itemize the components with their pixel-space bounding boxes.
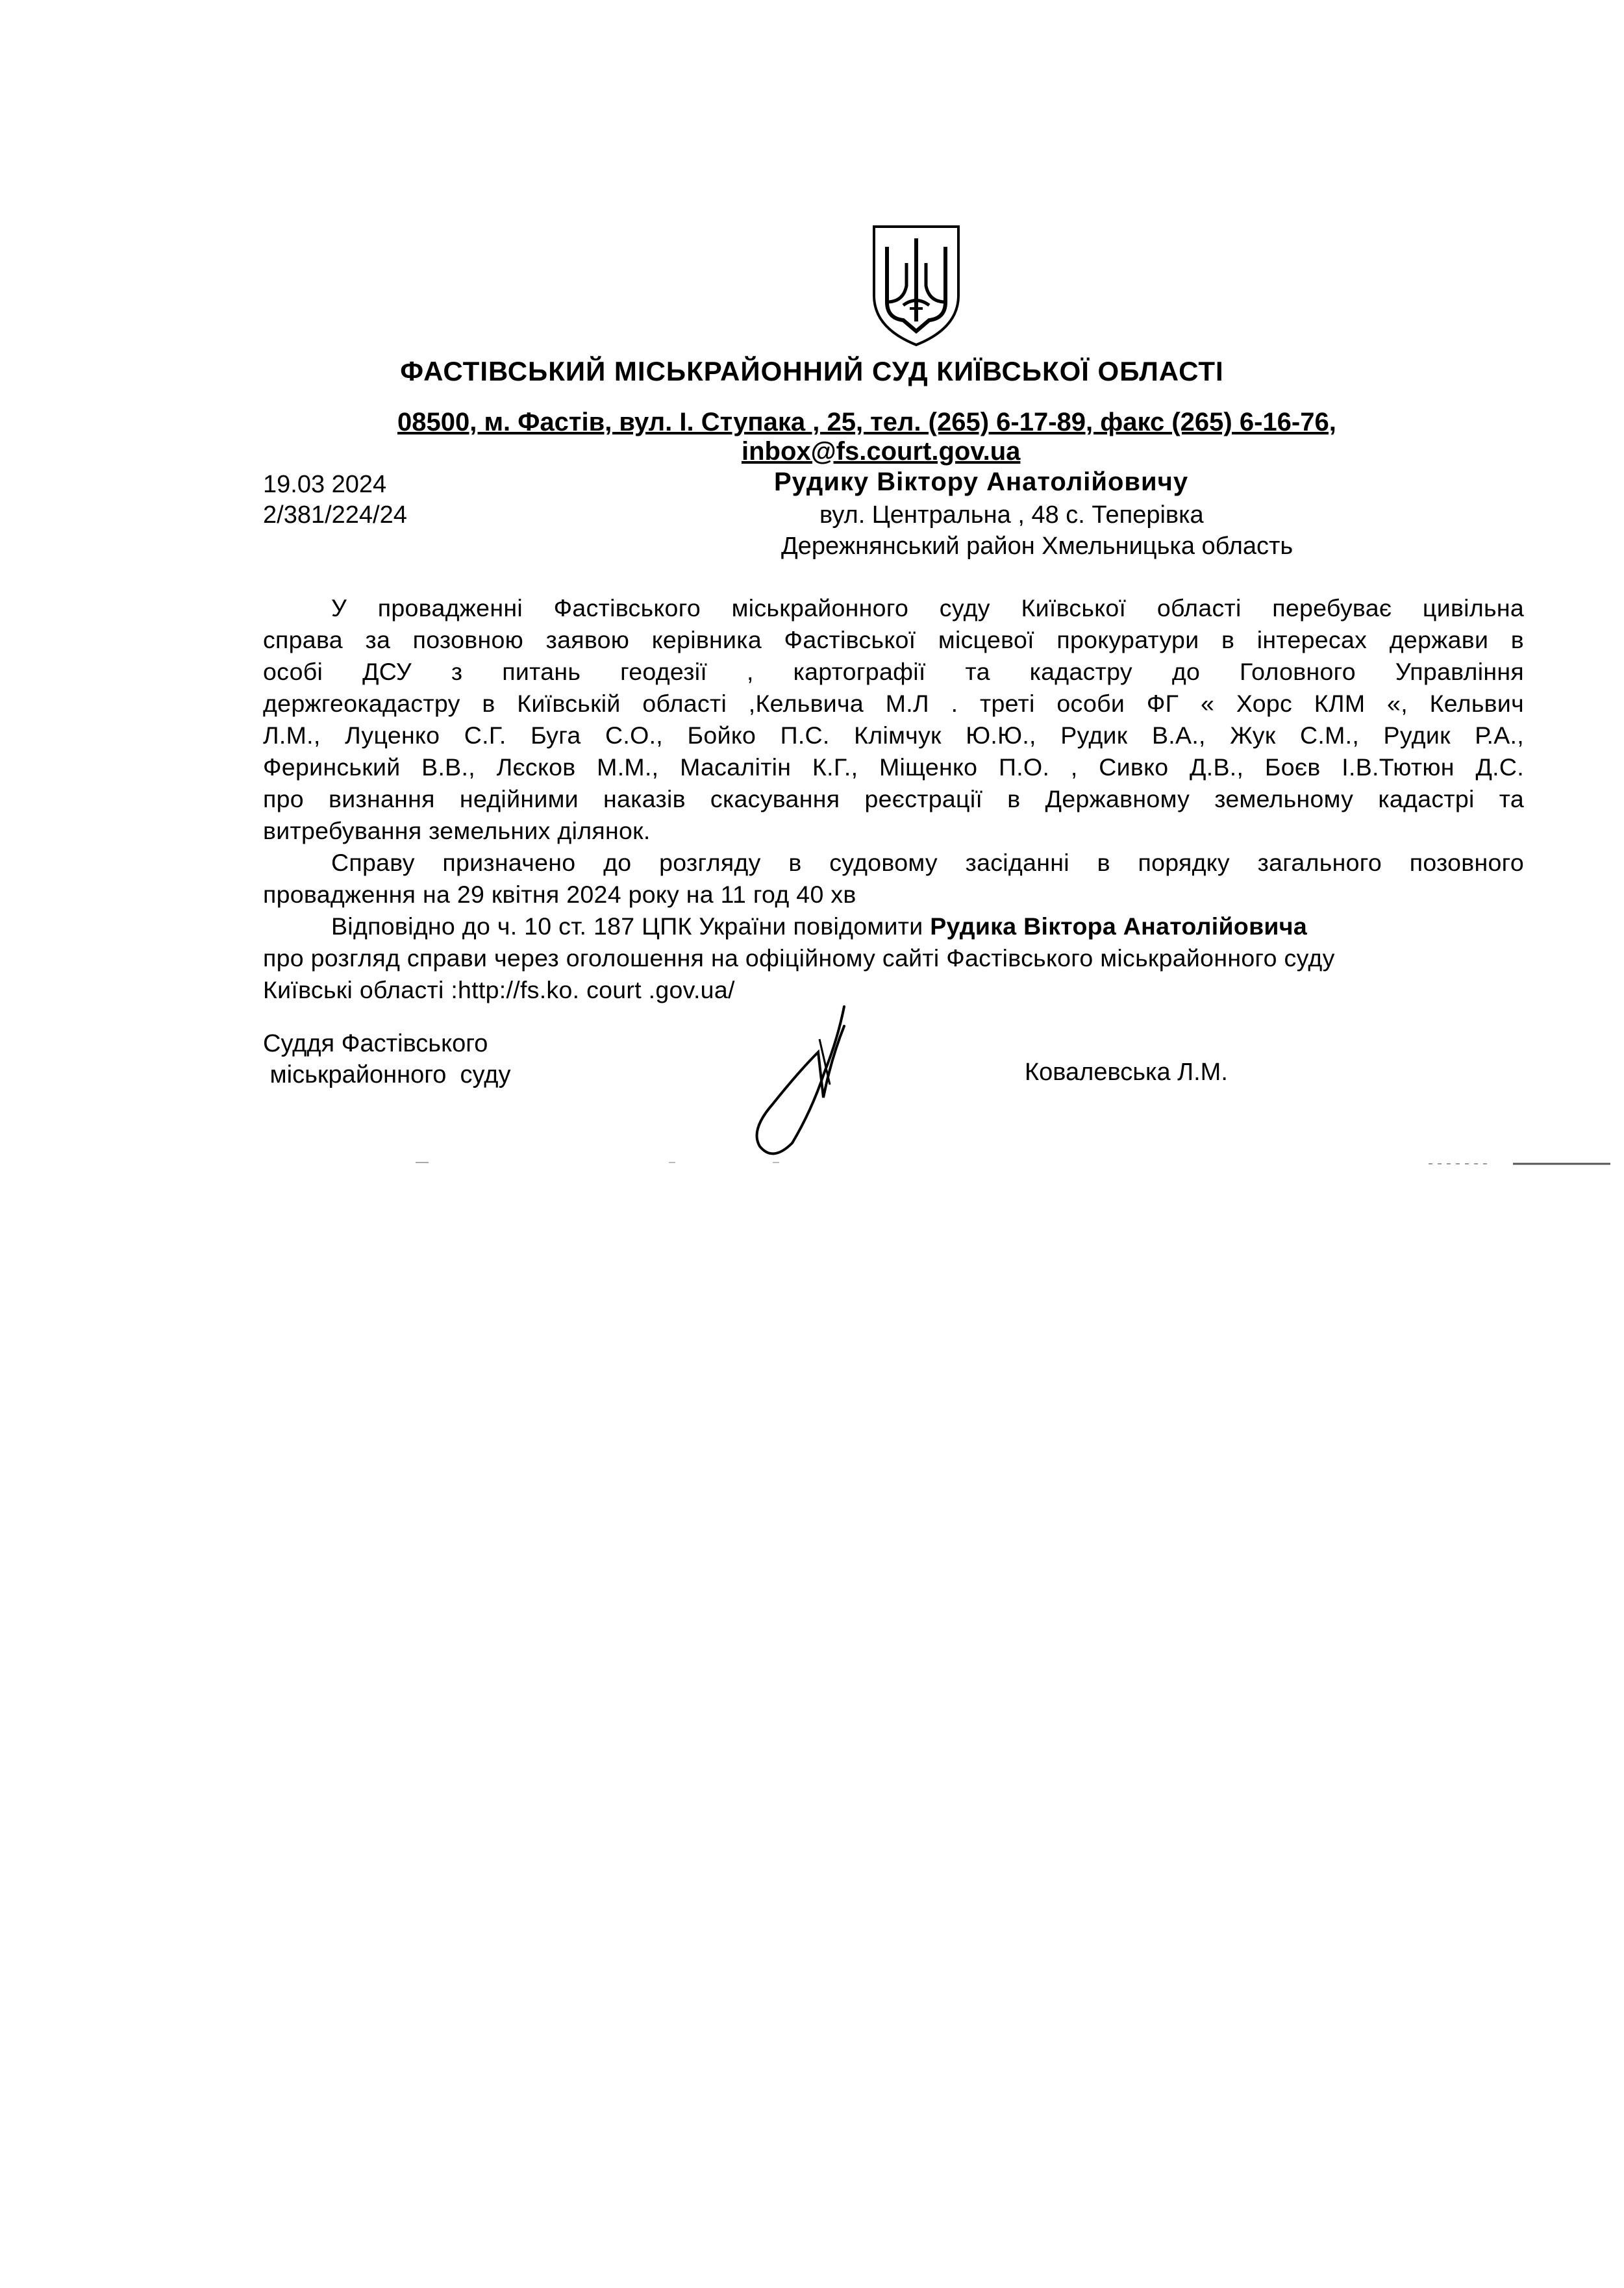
notified-person: Рудика Віктора Анатолійовича <box>930 912 1308 940</box>
court-name: ФАСТІВСЬКИЙ МІСЬКРАЙОННИЙ СУД КИЇВСЬКОЇ ОБЛАСТІ <box>400 356 1224 386</box>
body-line: про розгляд справи через оголошення на офіційному сайті Фастівського міськрайонного суду <box>263 944 1335 972</box>
body-line: держгеокадастру в Київській області ,Кельвича М.Л . треті особи ФГ « Хорс КЛМ «, Кельвич <box>263 690 1524 717</box>
document-date: 19.03 2024 <box>263 471 387 498</box>
body-line: провадження на 29 квітня 2024 року на 11 год 40 хв <box>263 881 856 908</box>
body-line: про визнання недійними наказів скасування реєстрації в Державному земельному кадастрі та <box>263 785 1524 812</box>
coat-of-arms-icon <box>868 224 965 347</box>
body-line: особі ДСУ з питань геодезії , картографії та кадастру до Головного Управління <box>263 658 1524 685</box>
handwritten-signature <box>747 1000 864 1163</box>
body-line: Справу призначено до розгляду в судовому засіданні в порядку загального позовного <box>331 849 1524 876</box>
scan-artifact-line <box>0 1156 1624 1169</box>
body-line: Київські області :http://fs.ko. court .gov.ua/ <box>263 976 735 1003</box>
judge-position-line: міськрайонного суду <box>263 1061 511 1088</box>
judge-position-line: Суддя Фастівського <box>263 1030 488 1057</box>
court-address: 08500, м. Фастів, вул. І. Ступака , 25, тел. (265) 6-17-89, факс (265) 6-16-76, <box>397 408 1336 436</box>
recipient-region: Дережнянський район Хмельницька область <box>781 533 1293 560</box>
document-number: 2/381/224/24 <box>263 501 407 529</box>
body-line: У провадженні Фастівського міськрайонного суду Київської області перебуває цивільна <box>331 594 1524 622</box>
court-email: inbox@fs.court.gov.ua <box>742 437 1021 466</box>
body-line: витребування земельних ділянок. <box>263 817 651 844</box>
body-line <box>263 911 1524 942</box>
body-line: справа за позовною заявою керівника Фастівської місцевої прокуратури в інтересах держави в <box>263 626 1524 653</box>
notice-prefix: Відповідно до ч. 10 ст. 187 ЦПК України повідомити <box>331 912 931 940</box>
judge-name: Ковалевська Л.М. <box>1025 1059 1228 1086</box>
body-line: Л.М., Луценко С.Г. Буга С.О., Бойко П.С. Клімчук Ю.Ю., Рудик В.А., Жук С.М., Рудик Р.А., <box>263 722 1524 749</box>
body-line: Феринський В.В., Лєсков М.М., Масалітін К.Г., Міщенко П.О. , Сивко Д.В., Боєв І.В.Тютюн Д.С. <box>263 753 1524 781</box>
judge-position <box>263 1028 510 1090</box>
recipient-name: Рудику Віктору Анатолійовичу <box>774 468 1189 496</box>
recipient-street: вул. Центральна , 48 с. Теперівка <box>819 501 1204 529</box>
